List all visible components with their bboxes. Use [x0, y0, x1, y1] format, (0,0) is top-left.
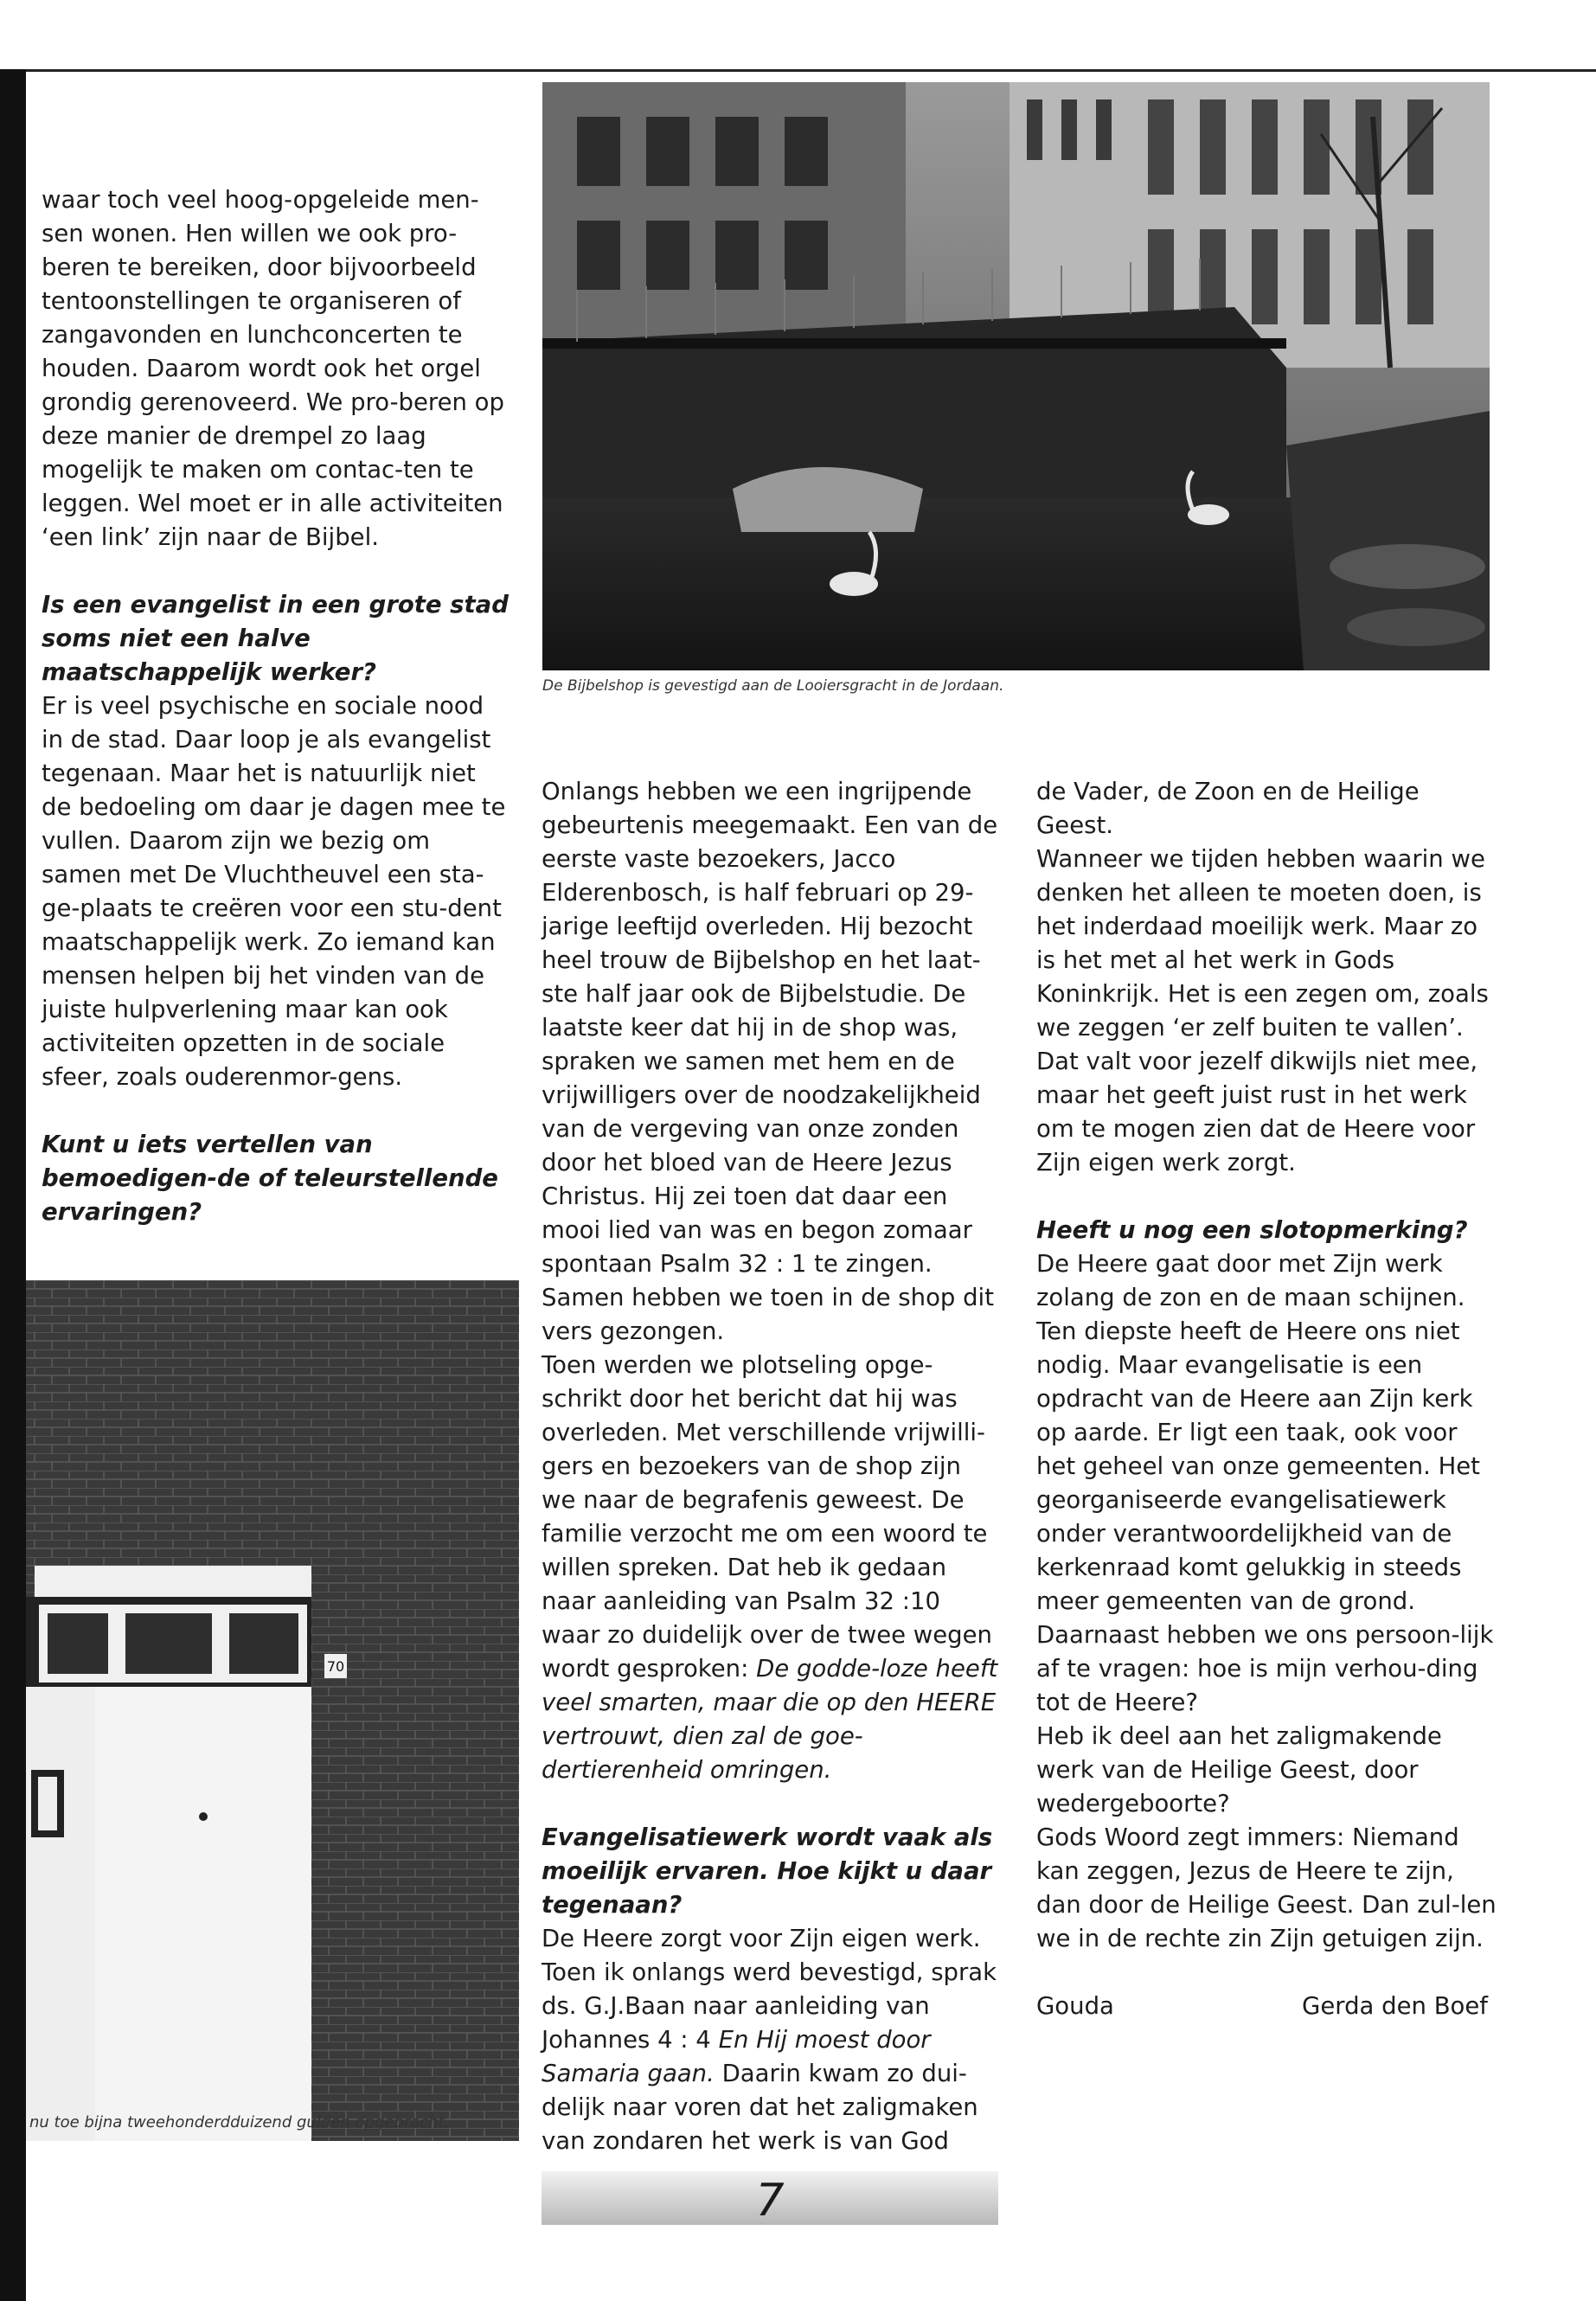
- column-left: [42, 183, 509, 1229]
- house-number: 70: [326, 1658, 345, 1675]
- scan-edge: [0, 69, 26, 2301]
- column-middle: [542, 775, 1000, 2158]
- paragraph-event: Onlangs hebben we een ingrijpende gebeurtenis meegemaakt. Een van de eerste vaste bezoekers, Jacco Elderenbosch, is half februari op 29-jarige leeftijd overleden. Hij bezocht heel trouw de Bijbelshop en het laat-ste half jaar ook de Bijbelstudie. De laatste keer dat hij in de shop was, spraken we samen met hem en de vrijwilligers over de noodzakelijkheid van de vergeving van onze zonden door het bloed van de Heere Jezus Christus. Hij zei toen dat daar een mooi lied van was en begon zomaar spontaan Psalm 32 : 1 te zingen. Samen hebben we toen in de shop dit vers gezongen.: [542, 778, 998, 1345]
- caption-door: nu toe bijna tweehonderdduizend gulden opgebracht.: [29, 2113, 450, 2131]
- paragraph-tijden: Wanneer we tijden hebben waarin we denken het alleen te moeten doen, is het inderdaad moeilijk werk. Maar zo is het met al het werk in Gods Koninkrijk. Het is een zegen om, zoals we zeggen ‘er zelf buiten te vallen’. Dat valt voor jezelf dikwijls niet mee, maar het geeft juist rust in het werk om te mogen zien dat de Heere voor Zijn eigen werk zorgt.: [1036, 845, 1489, 1176]
- paragraph-heere-zorgt: [542, 1922, 1000, 2158]
- paragraph-gods-woord: Gods Woord zegt immers: Niemand kan zeggen, Jezus de Heere te zijn, dan door de Heilige Geest. Dan zul-len we in de rechte zin Zijn getuigen zijn.: [1036, 1823, 1497, 1952]
- psalm-quote: De godde-loze heeft veel smarten, maar die op den HEERE vertrouwt, dien zal de goe-dertierenheid omringen.: [542, 1655, 998, 1784]
- column-right: [1036, 775, 1503, 2023]
- question-experiences: Kunt u iets vertellen van bemoedigen-de of teleurstellende ervaringen?: [42, 1131, 498, 1226]
- question-social-worker: Is een evangelist in een grote stad soms niet een halve maatschappelijk werker?: [42, 591, 509, 686]
- paragraph-closing: De Heere gaat door met Zijn werk zolang de zon en de maan schijnen. Ten diepste heeft de Heere ons niet nodig. Maar evangelisatie is een opdracht van de Heere aan Zijn kerk op aarde. Er ligt een taak, ook voor het geheel van onze gemeenten. Het georganiseerde evangelisatiewerk onder verantwoordelijkheid van de kerkenraad komt gelukkig in steeds meer gemeenten van de grond.: [1036, 1250, 1480, 1615]
- place: Gouda: [1036, 1992, 1114, 2020]
- question-closing: Heeft u nog een slotopmerking?: [1036, 1216, 1468, 1244]
- answer-social-worker: Er is veel psychische en sociale nood in de stad. Daar loop je als evangelist tegenaan. Maar het is natuurlijk niet de bedoeling om daar je dagen mee te vullen. Daarom zijn we bezig om samen met De Vluchtheuvel een sta-ge-plaats te creëren voor een stu-dent maatschappelijk werk. Zo iemand kan mensen helpen bij het vinden van de juiste hulpverlening maar kan ook activiteiten opzetten in de sociale sfeer, zoals ouderenmor-gens.: [42, 692, 506, 1091]
- page-footer: [542, 2171, 998, 2225]
- heere-zorgt-text: De Heere zorgt voor Zijn eigen werk. Toen ik onlangs werd bevestigd, sprak ds. G.J.Baan naar aanleiding van Johannes 4 : 4: [542, 1925, 997, 2054]
- paragraph-vader: de Vader, de Zoon en de Heilige Geest.: [1036, 778, 1420, 839]
- page-number: 7: [755, 2175, 785, 2227]
- paragraph-funeral: [542, 1349, 1000, 1787]
- signature-line: [1036, 1990, 1503, 2023]
- paragraph-persoonlijk: Daarnaast hebben we ons persoon-lijk af te vragen: hoe is mijn verhou-ding tot de Heere?: [1036, 1621, 1494, 1716]
- canal-illustration: [542, 82, 1490, 670]
- funeral-text: Toen werden we plotseling opge-schrikt door het bericht dat hij was overleden. Met verschillende vrijwilli-gers en bezoekers van de shop zijn we naar de begrafenis geweest. De familie verzocht me om een woord te willen spreken. Dat heb ik gedaan naar aanleiding van Psalm 32 :10 waar zo duidelijk over de twee wegen wordt gesproken:: [542, 1351, 992, 1682]
- caption-canal: De Bijbelshop is gevestigd aan de Looiersgracht in de Jordaan.: [542, 677, 1004, 695]
- top-rule: [0, 69, 1596, 72]
- door-illustration: [26, 1280, 519, 2141]
- paragraph-deel: Heb ik deel aan het zaligmakende werk van de Heilige Geest, door wedergeboorte?: [1036, 1722, 1442, 1817]
- question-difficult: Evangelisatiewerk wordt vaak als moeilijk ervaren. Hoe kijkt u daar tegenaan?: [542, 1823, 993, 1919]
- heere-zorgt-end: Daarin kwam zo dui-delijk naar voren dat het zaligmaken van zondaren het werk is van God: [542, 2060, 978, 2155]
- johannes-quote: En Hij moest door Samaria gaan.: [542, 2026, 931, 2087]
- author: Gerda den Boef: [1302, 1992, 1488, 2020]
- photo-door: [26, 1280, 519, 2141]
- paragraph-intro: waar toch veel hoog-opgeleide men-sen wonen. Hen willen we ook pro-beren te bereiken, door bijvoorbeeld tentoonstellingen te organiseren of zangavonden en lunchconcerten te houden. Daarom wordt ook het orgel grondig gerenoveerd. We pro-beren op deze manier de drempel zo laag mogelijk te maken om contac-ten te leggen. Wel moet er in alle activiteiten ‘een link’ zijn naar de Bijbel.: [42, 186, 504, 551]
- photo-canal: [542, 82, 1490, 670]
